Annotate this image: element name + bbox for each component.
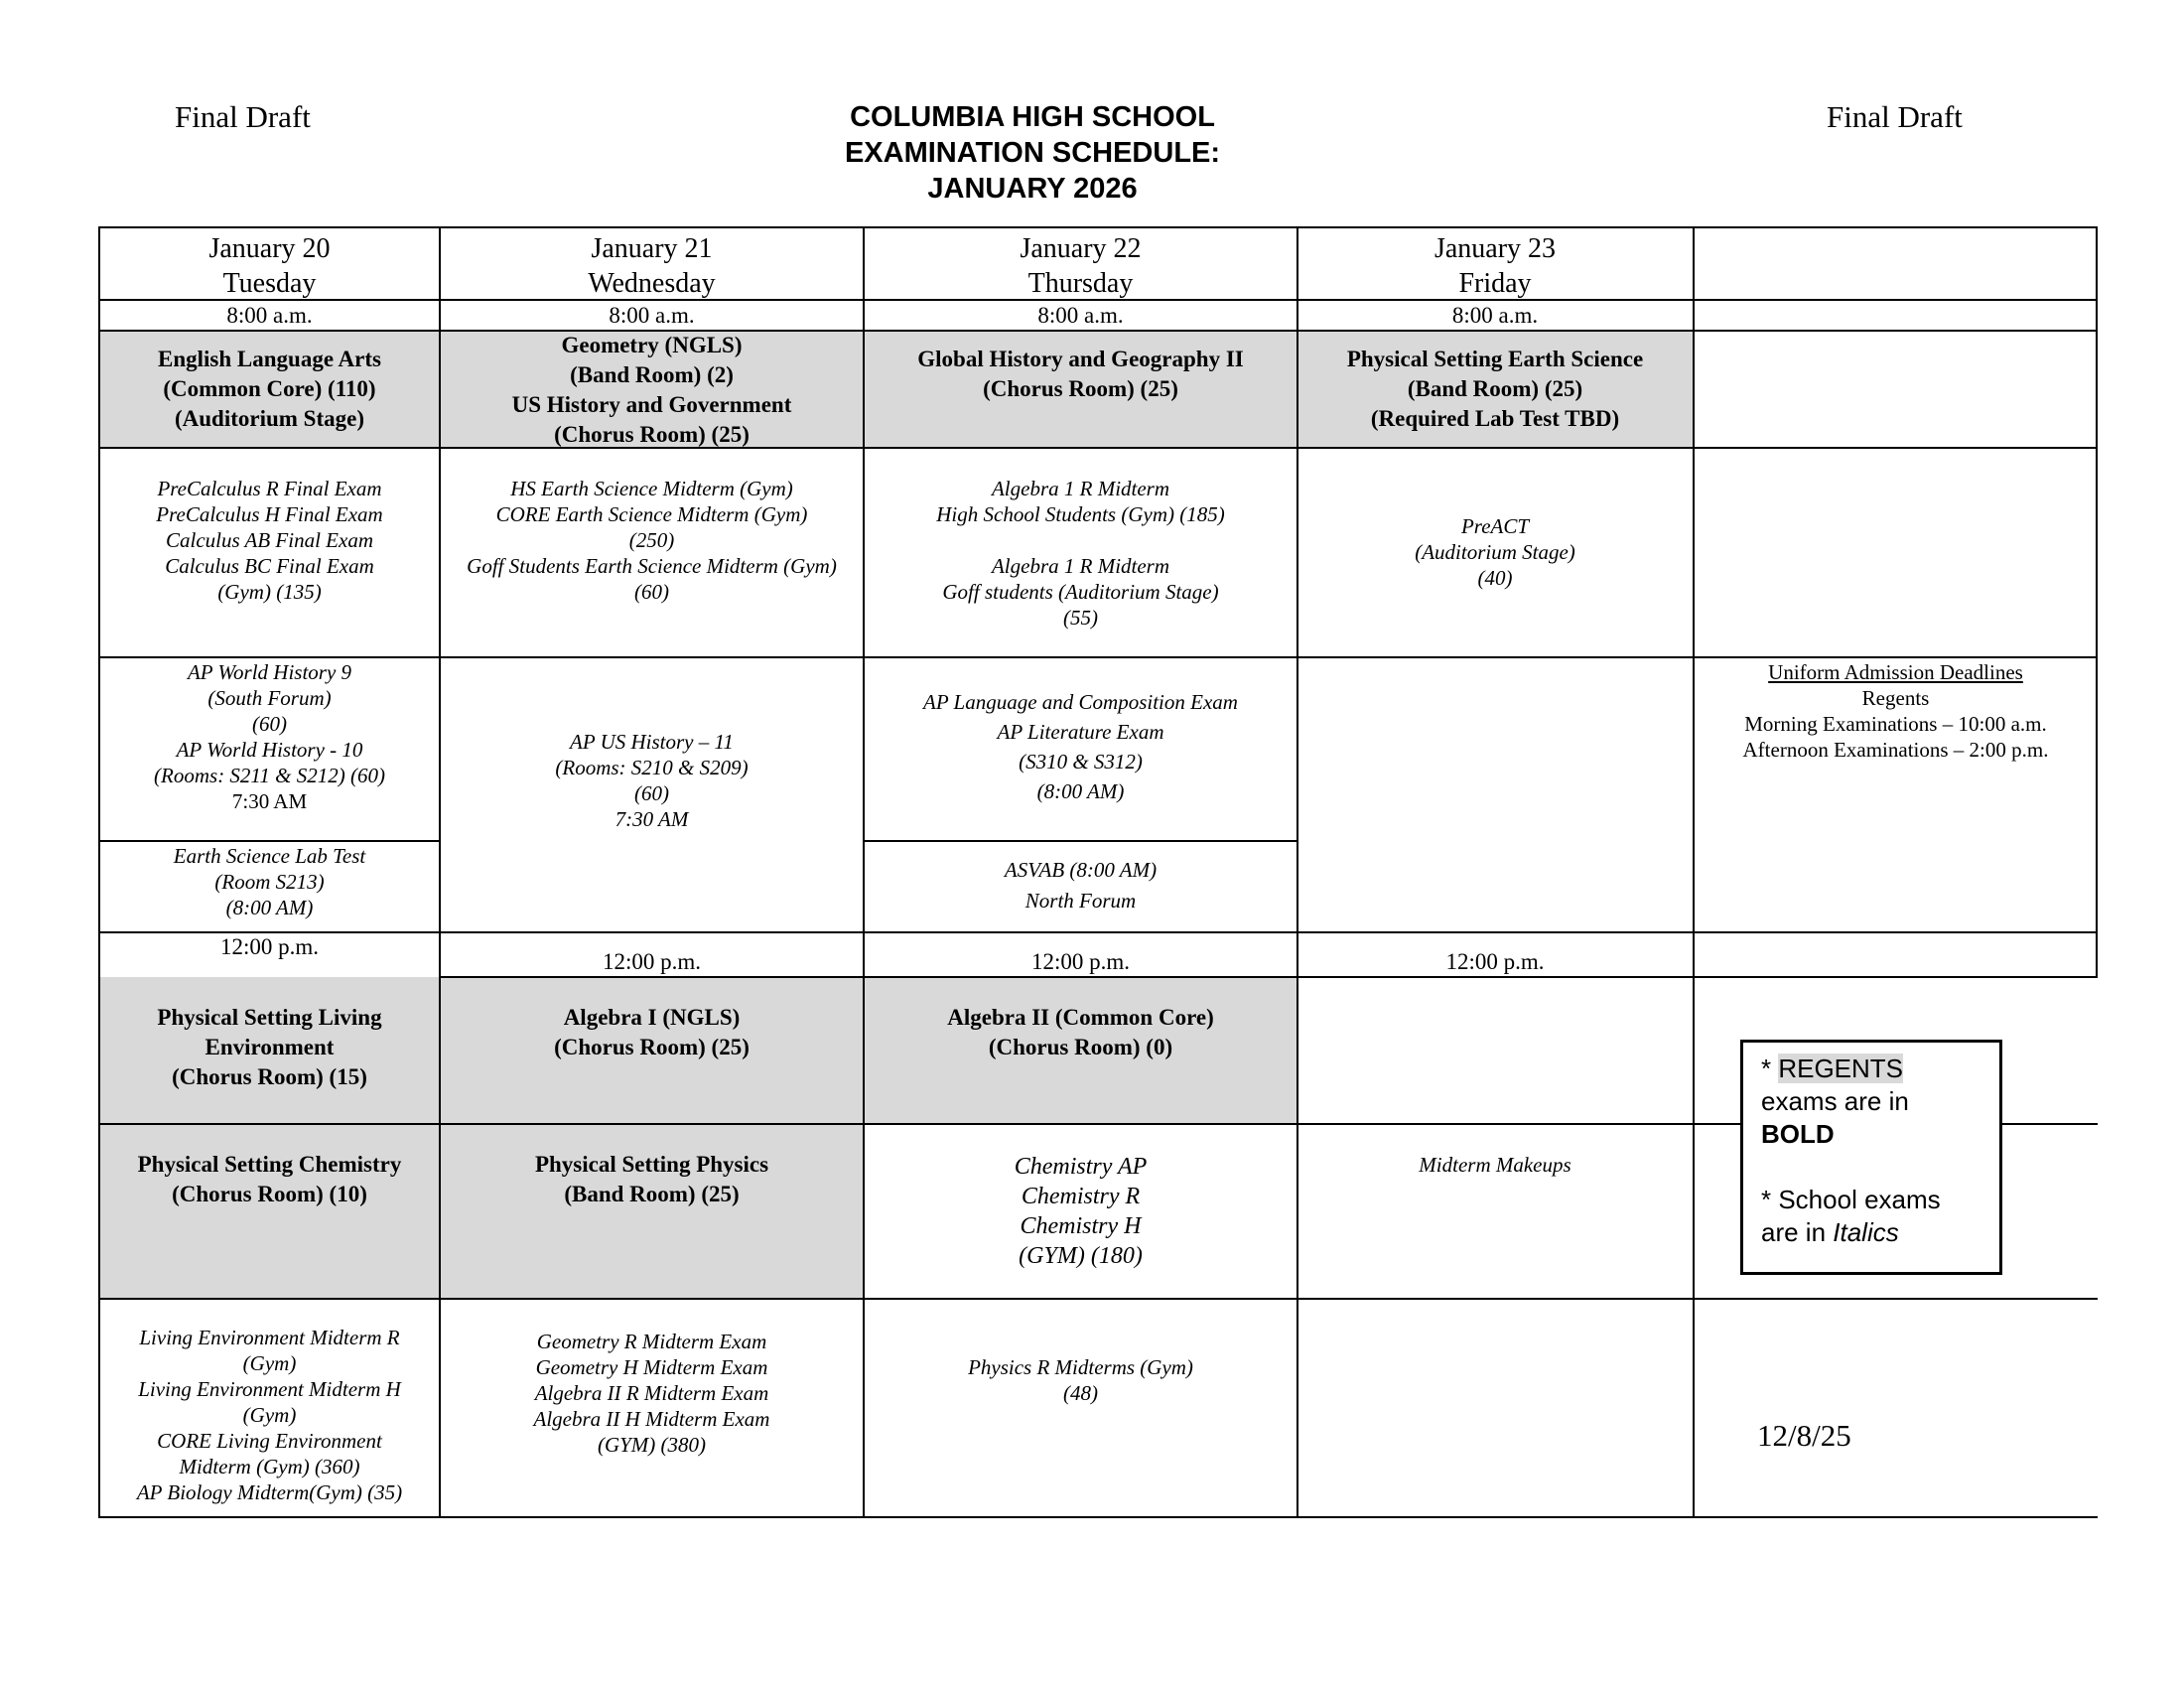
regents-afternoon2-tue — [99, 1124, 440, 1299]
time-morning-tue: 8:00 a.m. — [226, 302, 313, 328]
exam-line: (GYM) (180) — [1019, 1243, 1143, 1269]
legend-spacer — [1761, 1151, 1981, 1184]
regents-morning-wed — [440, 331, 864, 448]
day-date: January 21 — [591, 233, 713, 264]
exam-line: Physical Setting Earth Science — [1346, 347, 1644, 371]
exam-line: PreCalculus R Final Exam — [157, 477, 382, 500]
regents-afternoon-wed — [440, 977, 864, 1124]
exam-line: AP US History – 11 — [570, 730, 734, 754]
exam-line: (Chorus Room) (15) — [172, 1064, 367, 1089]
legend-star: * — [1761, 1054, 1779, 1083]
exam-line: (Required Lab Test TBD) — [1370, 406, 1620, 431]
exam-line: (8:00 AM) — [1036, 779, 1125, 803]
day-header-tue — [99, 227, 440, 300]
grid-line — [99, 226, 2098, 228]
exam-line: Chemistry R — [1021, 1184, 1141, 1209]
exam-line: (Gym) (135) — [217, 580, 322, 604]
school-afternoon3-tue — [99, 1299, 440, 1517]
exam-line: (Band Room) (25) — [564, 1182, 740, 1206]
exam-line: AP Biology Midterm(Gym) (35) — [136, 1480, 403, 1504]
exam-line: (Band Room) (2) — [570, 362, 734, 387]
exam-line: Chemistry AP — [1014, 1154, 1148, 1180]
grid-line — [864, 840, 1297, 842]
grid-line — [99, 931, 2098, 933]
exam-line: (Chorus Room) (25) — [554, 1035, 750, 1059]
exam-line: Midterm (Gym) (360) — [179, 1455, 360, 1478]
regents-afternoon2-wed — [440, 1124, 864, 1299]
grid-line — [99, 1123, 1742, 1125]
exam-line: (60) — [634, 781, 669, 805]
day-weekday: Wednesday — [588, 268, 716, 299]
exam-line: CORE Living Environment — [157, 1429, 382, 1453]
legend-italics: Italics — [1833, 1217, 1899, 1247]
exam-line: (Band Room) (25) — [1407, 376, 1583, 401]
title-school: COLUMBIA HIGH SCHOOL — [850, 101, 1215, 133]
time-morning-wed: 8:00 a.m. — [609, 302, 695, 328]
exam-line: Geometry R Midterm Exam — [536, 1330, 767, 1353]
exam-line: Goff students (Auditorium Stage) — [942, 580, 1219, 604]
grid-line — [440, 976, 2098, 978]
exam-line: Algebra II (Common Core) — [947, 1005, 1214, 1030]
exam-line: North Forum — [1024, 889, 1137, 913]
exam-line: 7:30 AM — [231, 789, 308, 813]
exam-line: Chemistry H — [1020, 1213, 1142, 1239]
lab-test-tue — [99, 841, 440, 932]
exam-line: Geometry H Midterm Exam — [535, 1355, 768, 1379]
final-draft-left: Final Draft — [175, 99, 311, 134]
exam-line: (60) — [634, 580, 669, 604]
day-header-fri — [1297, 227, 1693, 300]
exam-line: (Gym) — [242, 1351, 297, 1375]
school-afternoon3-thu — [864, 1299, 1297, 1517]
school-morning-fri — [1297, 448, 1693, 657]
exam-line: US History and Government — [511, 392, 792, 417]
grid-line — [99, 1298, 2098, 1300]
grid-line — [99, 299, 2098, 301]
exam-line: Midterm Makeups — [1419, 1153, 1571, 1177]
school-afternoon2-fri — [1297, 1124, 1693, 1299]
time-morning-fri: 8:00 a.m. — [1451, 302, 1539, 328]
ap-tue — [99, 657, 440, 841]
regents-morning-thu — [864, 331, 1297, 448]
exam-line: Living Environment Midterm H — [138, 1377, 401, 1401]
school-afternoon3-wed — [440, 1299, 864, 1517]
grid-line — [99, 1516, 2098, 1518]
exam-line: (55) — [1063, 606, 1098, 630]
exam-line: AP World History - 10 — [176, 738, 363, 762]
exam-line: (Rooms: S210 & S209) — [555, 756, 749, 779]
exam-line: AP Language and Composition Exam — [923, 690, 1238, 714]
exam-line: (Chorus Room) (25) — [554, 422, 750, 447]
exam-line: Earth Science Lab Test — [173, 844, 366, 868]
grid-line — [2002, 1123, 2098, 1125]
exam-line: (Chorus Room) (10) — [172, 1182, 367, 1206]
exam-line: (S310 & S312) — [1019, 750, 1143, 774]
legend-text: are in — [1761, 1217, 1834, 1247]
time-afternoon-thu: 12:00 p.m. — [1030, 949, 1131, 974]
regents-afternoon-thu — [864, 977, 1297, 1124]
exam-line: Algebra I (NGLS) — [563, 1005, 741, 1030]
exam-line: 7:30 AM — [614, 807, 689, 831]
grid-line — [439, 226, 441, 1518]
day-weekday: Friday — [1458, 268, 1532, 299]
exam-line: AP Literature Exam — [997, 720, 1164, 744]
exam-line: Living Environment Midterm R — [139, 1326, 400, 1349]
school-morning-wed — [440, 448, 864, 657]
exam-line: ASVAB (8:00 AM) — [1004, 858, 1158, 882]
grid-line — [99, 656, 2098, 658]
exam-line: Algebra 1 R Midterm — [991, 477, 1170, 500]
regents-morning-fri — [1297, 331, 1693, 448]
exam-line: (40) — [1477, 566, 1513, 590]
exam-line: (Common Core) (110) — [163, 376, 376, 401]
exam-line: Physical Setting Living — [157, 1005, 382, 1030]
exam-line: (Room S213) — [214, 870, 325, 894]
exam-line: (250) — [628, 528, 675, 552]
legend-line: * School exams — [1761, 1185, 1941, 1214]
regents-afternoon-tue — [99, 977, 440, 1124]
exam-line: English Language Arts — [158, 347, 381, 371]
exam-line: (Auditorium Stage) — [1415, 540, 1575, 564]
exam-line: Algebra II H Midterm Exam — [533, 1407, 770, 1431]
exam-line: PreACT — [1460, 514, 1530, 538]
legend-line — [1761, 1216, 1981, 1249]
school-morning-tue — [99, 448, 440, 657]
revision-date: 12/8/25 — [1757, 1418, 1851, 1453]
legend-bold: BOLD — [1761, 1119, 1835, 1149]
deadlines-line: Morning Examinations – 10:00 a.m. — [1744, 712, 2047, 736]
legend-line — [1761, 1053, 1981, 1085]
exam-line: High School Students (Gym) (185) — [936, 502, 1225, 526]
exam-line: CORE Earth Science Midterm (Gym) — [495, 502, 808, 526]
grid-line — [2096, 226, 2098, 976]
exam-line: (GYM) (380) — [597, 1433, 707, 1457]
asvab-thu — [864, 841, 1297, 932]
exam-line: Physical Setting Physics — [534, 1152, 769, 1177]
legend-regents: REGENTS — [1778, 1054, 1904, 1083]
page-title — [715, 99, 1350, 207]
exam-line: Calculus BC Final Exam — [165, 554, 374, 578]
day-header-wed — [440, 227, 864, 300]
day-date: January 23 — [1433, 233, 1557, 264]
ap-thu — [864, 657, 1297, 841]
grid-line — [863, 226, 865, 1518]
legend-line: exams are in — [1761, 1086, 1909, 1116]
legend-box — [1740, 1040, 2002, 1275]
exam-line: Algebra II R Midterm Exam — [534, 1381, 769, 1405]
regents-morning-tue — [99, 331, 440, 448]
exam-line: Goff Students Earth Science Midterm (Gym) — [467, 554, 837, 578]
exam-line: Geometry (NGLS) — [561, 333, 743, 357]
exam-line: Environment — [205, 1035, 335, 1059]
exam-line: Global History and Geography II — [917, 347, 1244, 371]
day-date: January 22 — [1020, 233, 1142, 264]
exam-line: (48) — [1063, 1381, 1098, 1405]
title-schedule: EXAMINATION SCHEDULE: — [844, 137, 1221, 169]
time-afternoon-tue: 12:00 p.m. — [219, 934, 320, 959]
day-weekday: Tuesday — [222, 268, 317, 299]
school-afternoon2-thu — [864, 1124, 1297, 1299]
exam-line: (Gym) — [242, 1403, 297, 1427]
ap-wed — [440, 657, 864, 932]
exam-line: (60) — [252, 712, 287, 736]
exam-line: (South Forum) — [207, 686, 332, 710]
grid-line — [99, 330, 2098, 332]
title-month: JANUARY 2026 — [927, 173, 1138, 205]
exam-line: (Chorus Room) (0) — [988, 1035, 1173, 1059]
grid-line — [98, 226, 100, 1518]
day-header-thu — [864, 227, 1297, 300]
exam-line: Physical Setting Chemistry — [137, 1152, 402, 1177]
school-morning-thu — [864, 448, 1297, 657]
exam-line: Calculus AB Final Exam — [165, 528, 373, 552]
exam-line: (Auditorium Stage) — [174, 406, 365, 431]
time-afternoon-fri: 12:00 p.m. — [1445, 949, 1545, 974]
exam-line: AP World History 9 — [187, 660, 352, 684]
exam-line: HS Earth Science Midterm (Gym) — [510, 477, 793, 500]
admission-deadlines — [1695, 657, 2097, 841]
time-morning-thu: 8:00 a.m. — [1037, 302, 1124, 328]
deadlines-line: Regents — [1861, 686, 1930, 710]
grid-line — [1297, 226, 1298, 1518]
grid-line — [1693, 226, 1695, 1518]
time-afternoon-wed: 12:00 p.m. — [602, 949, 702, 974]
exam-line: PreCalculus H Final Exam — [156, 502, 383, 526]
exam-line: Physics R Midterms (Gym) — [968, 1355, 1193, 1379]
day-date: January 20 — [208, 233, 331, 264]
exam-line: (8:00 AM) — [225, 896, 314, 919]
grid-line — [99, 840, 440, 842]
exam-line: (Rooms: S211 & S212) (60) — [154, 764, 385, 787]
day-weekday: Thursday — [1027, 268, 1134, 299]
final-draft-right: Final Draft — [1827, 99, 1963, 134]
deadlines-line: Afternoon Examinations – 2:00 p.m. — [1742, 738, 2049, 762]
exam-line: (Chorus Room) (25) — [983, 376, 1178, 401]
deadlines-title: Uniform Admission Deadlines — [1768, 660, 2023, 684]
exam-line: Algebra 1 R Midterm — [991, 554, 1170, 578]
grid-line — [99, 447, 2098, 449]
